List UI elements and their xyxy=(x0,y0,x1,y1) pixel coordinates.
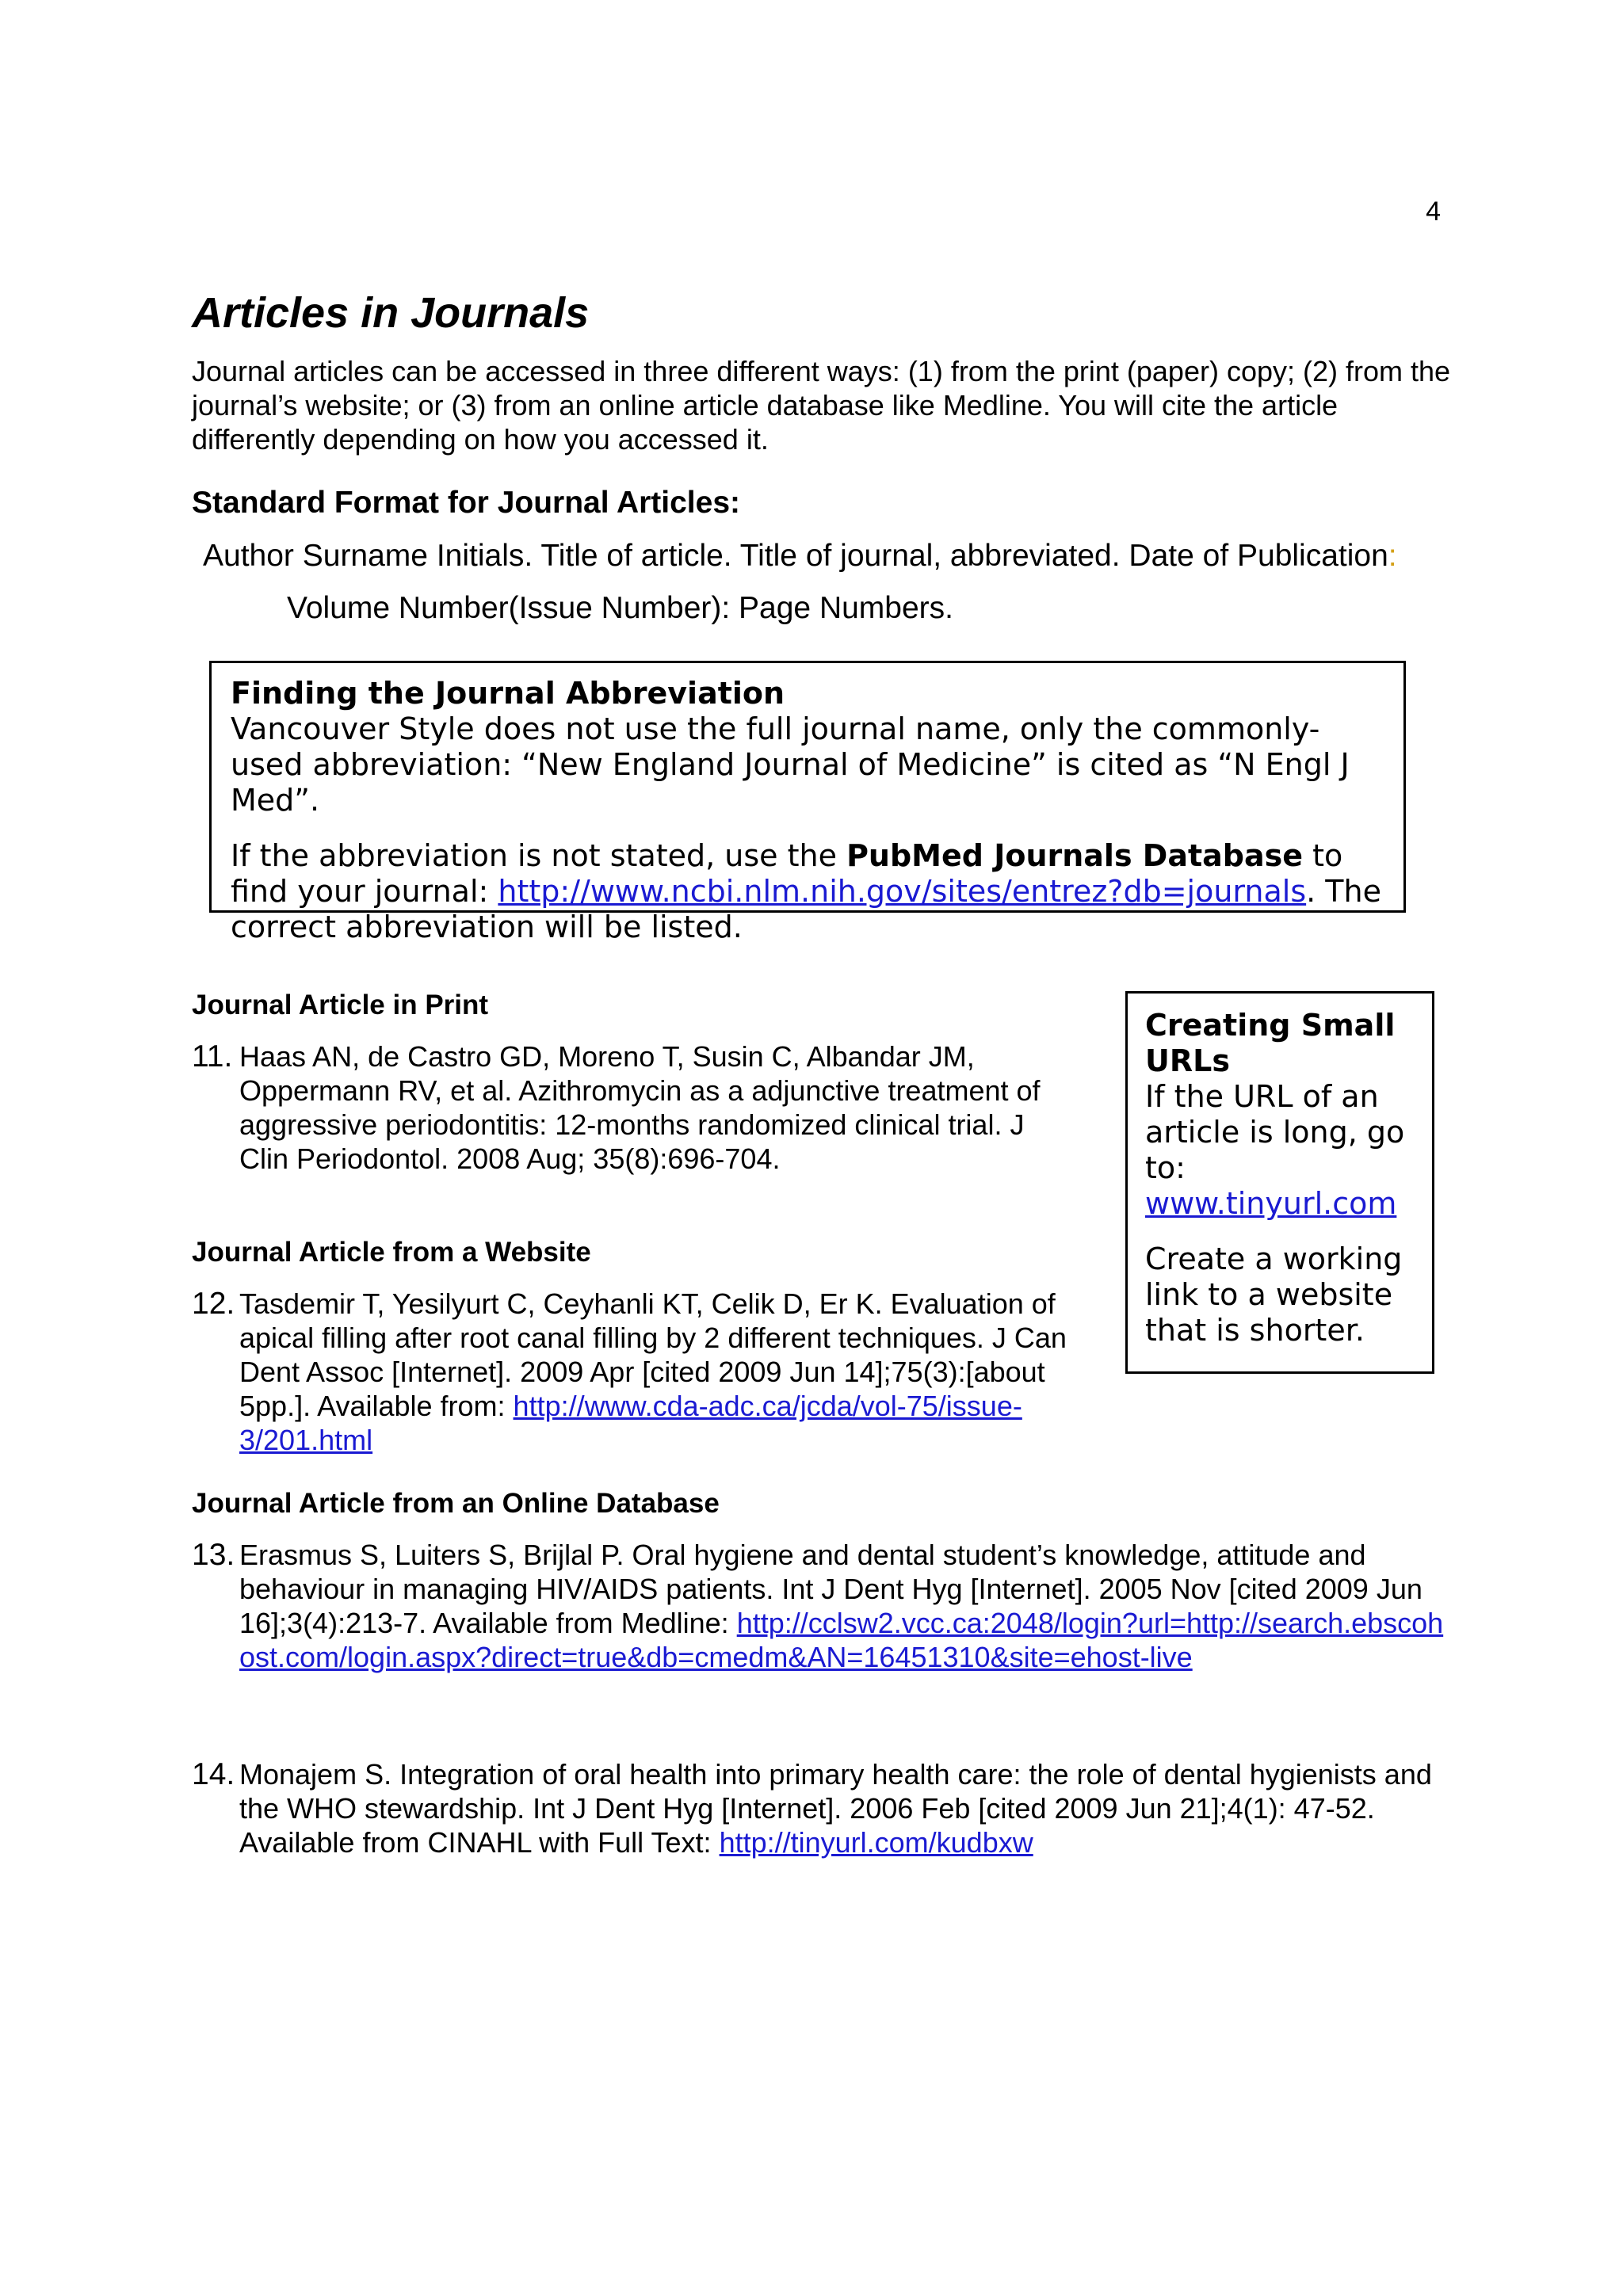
reference-12-text: Tasdemir T, Yesilyurt C, Ceyhanli KT, Celik D, Er K. Evaluation of apical filling after root canal filling by 2 different techniques. J Can Dent Assoc [Internet]. 2009 Apr [cited 2009 Jun 14];75(3):[about 5pp.]. Available from: xyxy=(239,1287,1067,1422)
abbreviation-box-heading: Finding the Journal Abbreviation xyxy=(231,676,785,711)
page-number: 4 xyxy=(1426,196,1441,227)
reference-14-link[interactable]: http://tinyurl.com/kudbxw xyxy=(719,1826,1033,1859)
reference-14 xyxy=(192,1757,1476,1859)
reference-12-link[interactable]: http://www.cda-adc.ca/jcda/vol-75/issue-3/201.html xyxy=(239,1390,1022,1456)
reference-14-number: 14. xyxy=(192,1757,235,1791)
website-article-heading: Journal Article from a Website xyxy=(192,1237,591,1268)
reference-13-link[interactable]: http://cclsw2.vcc.ca:2048/login?url=http://search.ebscohost.com/login.aspx?direct=true&db=cmedm&AN=16451310&site=ehost-live xyxy=(239,1607,1444,1673)
pubmed-journals-link[interactable]: http://www.ncbi.nlm.nih.gov/sites/entrez?db=journals xyxy=(498,874,1307,909)
small-urls-paragraph-1: If the URL of an article is long, go to: xyxy=(1145,1079,1405,1185)
reference-12-body xyxy=(239,1287,1111,1457)
reference-11 xyxy=(192,1039,1071,1176)
abbreviation-box-text-before: If the abbreviation is not stated, use the xyxy=(231,838,847,873)
abbreviation-box-paragraph-2 xyxy=(231,838,1384,945)
reference-11-text: Haas AN, de Castro GD, Moreno T, Susin C, Albandar JM, Oppermann RV, et al. Azithromycin as a adjunctive treatment of aggressive periodontitis: 12-months randomized clinical trial. J Clin Periodontol. 2008 Aug; 35(8):696-704. xyxy=(239,1040,1041,1175)
intro-paragraph: Journal articles can be accessed in three different ways: (1) from the print (paper) copy; (2) from the journal’s website; or (3) from an online article database like Medline. You will cite the article differently depending on how you accessed it. xyxy=(192,355,1451,456)
abbreviation-box-text-after: . The correct abbreviation will be listed. xyxy=(231,874,1381,944)
reference-12-number: 12. xyxy=(192,1287,235,1321)
database-article-heading: Journal Article from an Online Database xyxy=(192,1488,720,1519)
reference-13-body xyxy=(239,1538,1444,1674)
reference-13 xyxy=(192,1538,1444,1674)
reference-14-body xyxy=(239,1757,1476,1859)
reference-12 xyxy=(192,1287,1111,1457)
reference-11-number: 11. xyxy=(192,1039,233,1074)
print-article-heading: Journal Article in Print xyxy=(192,990,489,1020)
journal-abbreviation-box xyxy=(209,661,1406,944)
reference-13-text: Erasmus S, Luiters S, Brijlal P. Oral hygiene and dental student’s knowledge, attitude and behaviour in managing HIV/AIDS patients. Int J Dent Hyg [Internet]. 2005 Nov [cited 2009 Jun 16];3(4):213-7. Available from Medline: xyxy=(239,1539,1423,1639)
page-title: Articles in Journals xyxy=(192,289,590,337)
reference-14-text: Monajem S. Integration of oral health into primary health care: the role of dental hygienists and the WHO stewardship. Int J Dent Hyg [Internet]. 2006 Feb [cited 2009 Jun 21];4(1): 47-52. Available from CINAHL with Full Text: xyxy=(239,1758,1432,1859)
standard-format-line-2: Volume Number(Issue Number): Page Numbers. xyxy=(287,591,953,625)
pubmed-journals-database-label: PubMed Journals Database xyxy=(846,838,1304,873)
abbreviation-box-paragraph-1: Vancouver Style does not use the full journal name, only the commonly-used abbreviation: “New England Journal of Medicine” is cited as “N Engl J Med”. xyxy=(231,711,1350,818)
standard-format-heading: Standard Format for Journal Articles: xyxy=(192,486,741,520)
standard-format-colon: : xyxy=(1388,539,1397,573)
small-urls-heading: Creating Small URLs xyxy=(1145,1008,1396,1078)
tinyurl-link[interactable]: www.tinyurl.com xyxy=(1145,1186,1397,1221)
standard-format-line-1 xyxy=(203,539,1397,574)
abbreviation-box-text-mid: to find your journal: xyxy=(231,838,1343,909)
small-urls-paragraph-2: Create a working link to a website that is shorter. xyxy=(1145,1241,1403,1348)
creating-small-urls-box xyxy=(1125,991,1434,1374)
reference-13-number: 13. xyxy=(192,1538,235,1572)
standard-format-line-1-text: Author Surname Initials. Title of article. Title of journal, abbreviated. Date of Publication xyxy=(203,539,1388,573)
